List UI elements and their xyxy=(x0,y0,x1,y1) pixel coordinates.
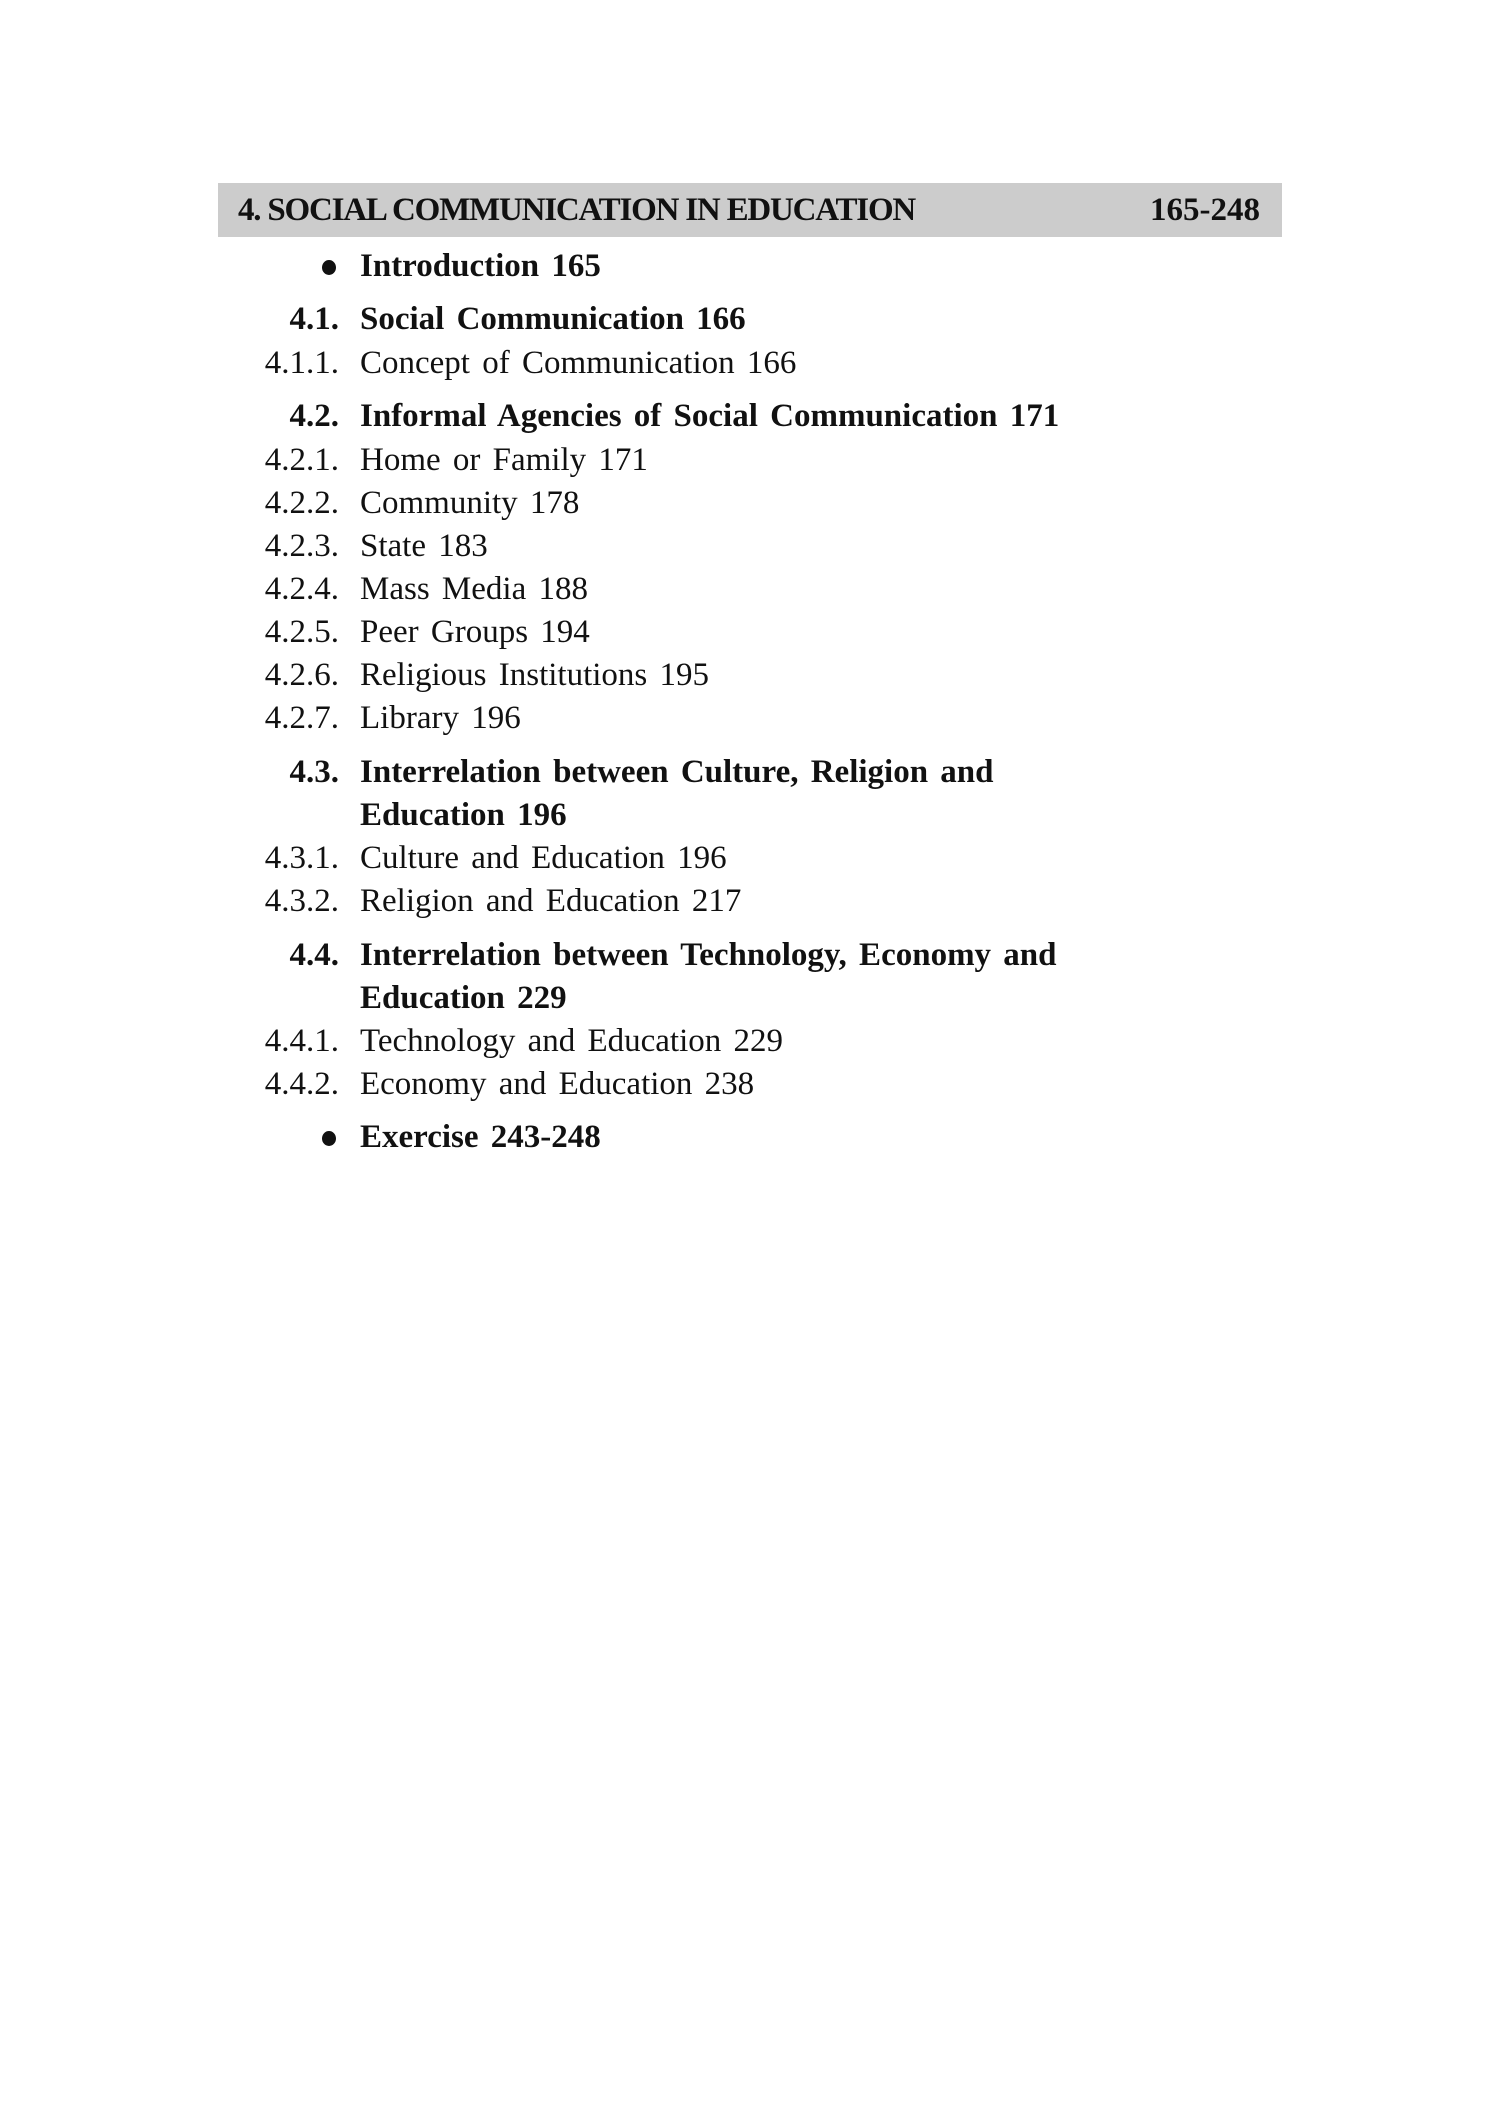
toc-entry-number: 4.3.1. xyxy=(264,840,339,876)
toc-entry-title: Interrelation between Technology, Economy and xyxy=(360,937,1057,973)
toc-entry xyxy=(0,341,1500,385)
toc-entry-number: 4.2.6. xyxy=(264,657,339,693)
chapter-title: 4. SOCIAL COMMUNICATION IN EDUCATION xyxy=(238,192,916,228)
toc-entry-title: Religion and Education 217 xyxy=(360,883,742,919)
bullet-icon xyxy=(322,1131,336,1146)
toc-entry-title: Technology and Education 229 xyxy=(360,1023,784,1059)
toc-entry-number: 4.3.2. xyxy=(264,883,339,919)
toc-entry-title: Interrelation between Culture, Religion and xyxy=(360,754,994,790)
toc-entry-number: 4.2.7. xyxy=(264,700,339,736)
toc-entry-title: Concept of Communication 166 xyxy=(360,345,797,381)
toc-entry-number: 4.4.2. xyxy=(264,1066,339,1102)
toc-entry-number: 4.2. xyxy=(289,398,339,434)
toc-entry-title: Religious Institutions 195 xyxy=(360,657,710,693)
toc-entry-title: Mass Media 188 xyxy=(360,571,588,607)
toc-entry-title: Library 196 xyxy=(360,700,521,736)
chapter-header-bar xyxy=(218,183,1282,237)
toc-entry-title: Exercise 243-248 xyxy=(360,1119,601,1155)
toc-entry-title: Home or Family 171 xyxy=(360,442,648,478)
toc-entry xyxy=(0,567,1500,611)
toc-entry-title: Informal Agencies of Social Communication 171 xyxy=(360,398,1060,434)
toc-entry-title: State 183 xyxy=(360,528,488,564)
toc-entry xyxy=(0,438,1500,482)
toc-entry xyxy=(0,696,1500,740)
toc-entry xyxy=(0,793,1500,837)
toc-entry-title: Introduction 165 xyxy=(360,248,601,284)
toc-entry xyxy=(0,481,1500,525)
toc-entry xyxy=(0,836,1500,880)
toc-entry-title: Education 229 xyxy=(360,980,567,1016)
toc-entry-number: 4.4.1. xyxy=(264,1023,339,1059)
toc-entry xyxy=(0,524,1500,568)
toc-entry-number: 4.2.3. xyxy=(264,528,339,564)
toc-entry xyxy=(0,1115,1500,1159)
toc-entry-title: Economy and Education 238 xyxy=(360,1066,755,1102)
toc-entry xyxy=(0,610,1500,654)
bullet-icon xyxy=(322,260,336,275)
chapter-page-range: 165-248 xyxy=(1150,192,1260,228)
toc-entry xyxy=(0,653,1500,697)
toc-entry-number: 4.1. xyxy=(289,301,339,337)
toc-entry xyxy=(0,297,1500,341)
toc-entry-number: 4.2.2. xyxy=(264,485,339,521)
toc-entry-title: Peer Groups 194 xyxy=(360,614,590,650)
toc-entry xyxy=(0,879,1500,923)
toc-entry xyxy=(0,976,1500,1020)
toc-entry-number: 4.4. xyxy=(289,937,339,973)
toc-entry xyxy=(0,933,1500,977)
toc-entry-title: Culture and Education 196 xyxy=(360,840,727,876)
toc-entry-number: 4.2.5. xyxy=(264,614,339,650)
toc-entry-title: Education 196 xyxy=(360,797,567,833)
toc-entry-title: Social Communication 166 xyxy=(360,301,746,337)
toc-entry xyxy=(0,394,1500,438)
toc-entry xyxy=(0,1019,1500,1063)
toc-entry xyxy=(0,750,1500,794)
toc-entry xyxy=(0,1062,1500,1106)
toc-entry-number: 4.1.1. xyxy=(264,345,339,381)
toc-entry-number: 4.3. xyxy=(289,754,339,790)
toc-entry-number: 4.2.1. xyxy=(264,442,339,478)
toc-entry-number: 4.2.4. xyxy=(264,571,339,607)
toc-entry-title: Community 178 xyxy=(360,485,580,521)
toc-entry xyxy=(0,244,1500,288)
